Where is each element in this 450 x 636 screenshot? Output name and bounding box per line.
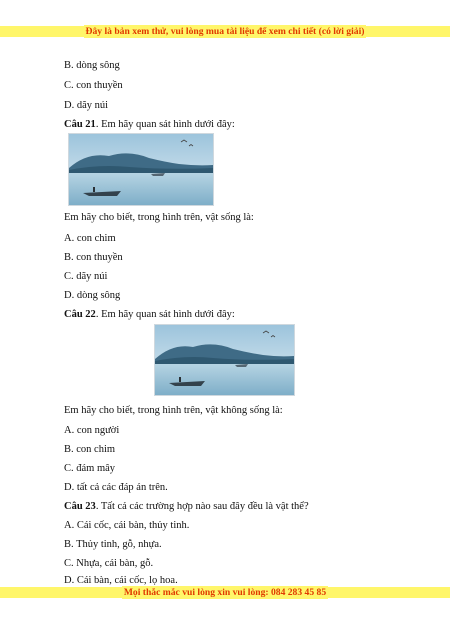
question-23-option-d: D. Cái bàn, cái cốc, lọ hoa.: [64, 575, 178, 586]
question-22-option-d: D. tất cả các đáp án trên.: [64, 482, 168, 493]
question-22-ask: Em hãy cho biết, trong hình trên, vật không sống là:: [64, 405, 283, 416]
question-22-option-a: A. con người: [64, 425, 120, 436]
question-21-option-a: A. con chim: [64, 233, 116, 244]
question-23-text: . Tất cả các trường hợp nào sau đây đều là vật thể?: [95, 501, 309, 512]
question-23-option-a: A. Cái cốc, cái bàn, thủy tinh.: [64, 520, 190, 531]
question-23-label: Câu 23: [64, 501, 96, 512]
question-21-option-b: B. con thuyền: [64, 252, 123, 263]
question-21: [64, 119, 235, 131]
contact-text: Mọi thắc mắc vui lòng xin vui lòng: 084 283 45 85: [123, 587, 327, 598]
question-21-option-c: C. dãy núi: [64, 271, 108, 282]
question-22-label: Câu 22: [64, 309, 96, 320]
preview-notice-banner: [0, 26, 450, 37]
question-21-label: Câu 21: [64, 119, 96, 130]
question-21-text: . Em hãy quan sát hình dưới đây:: [95, 119, 235, 130]
question-23: [64, 501, 309, 513]
lake-boat-photo-2: [154, 324, 295, 396]
question-22-option-b: B. con chim: [64, 444, 116, 455]
option-b: B. dòng sông: [64, 60, 120, 71]
preview-notice-text: Đây là bản xem thử, vui lòng mua tài liệu để xem chi tiết (có lời giải): [85, 26, 365, 37]
question-23-option-b: B. Thủy tinh, gỗ, nhựa.: [64, 539, 162, 550]
question-22: [64, 309, 235, 321]
contact-banner: [0, 587, 450, 598]
question-22-text: . Em hãy quan sát hình dưới đây:: [95, 309, 235, 320]
question-22-option-c: C. đám mây: [64, 463, 116, 474]
question-21-option-d: D. dòng sông: [64, 290, 121, 301]
lake-boat-photo-1: [68, 133, 214, 206]
question-23-option-c: C. Nhựa, cái bàn, gỗ.: [64, 558, 154, 569]
option-d: D. dãy núi: [64, 100, 109, 111]
option-c: C. con thuyền: [64, 80, 123, 91]
question-21-ask: Em hãy cho biết, trong hình trên, vật sống là:: [64, 212, 254, 223]
